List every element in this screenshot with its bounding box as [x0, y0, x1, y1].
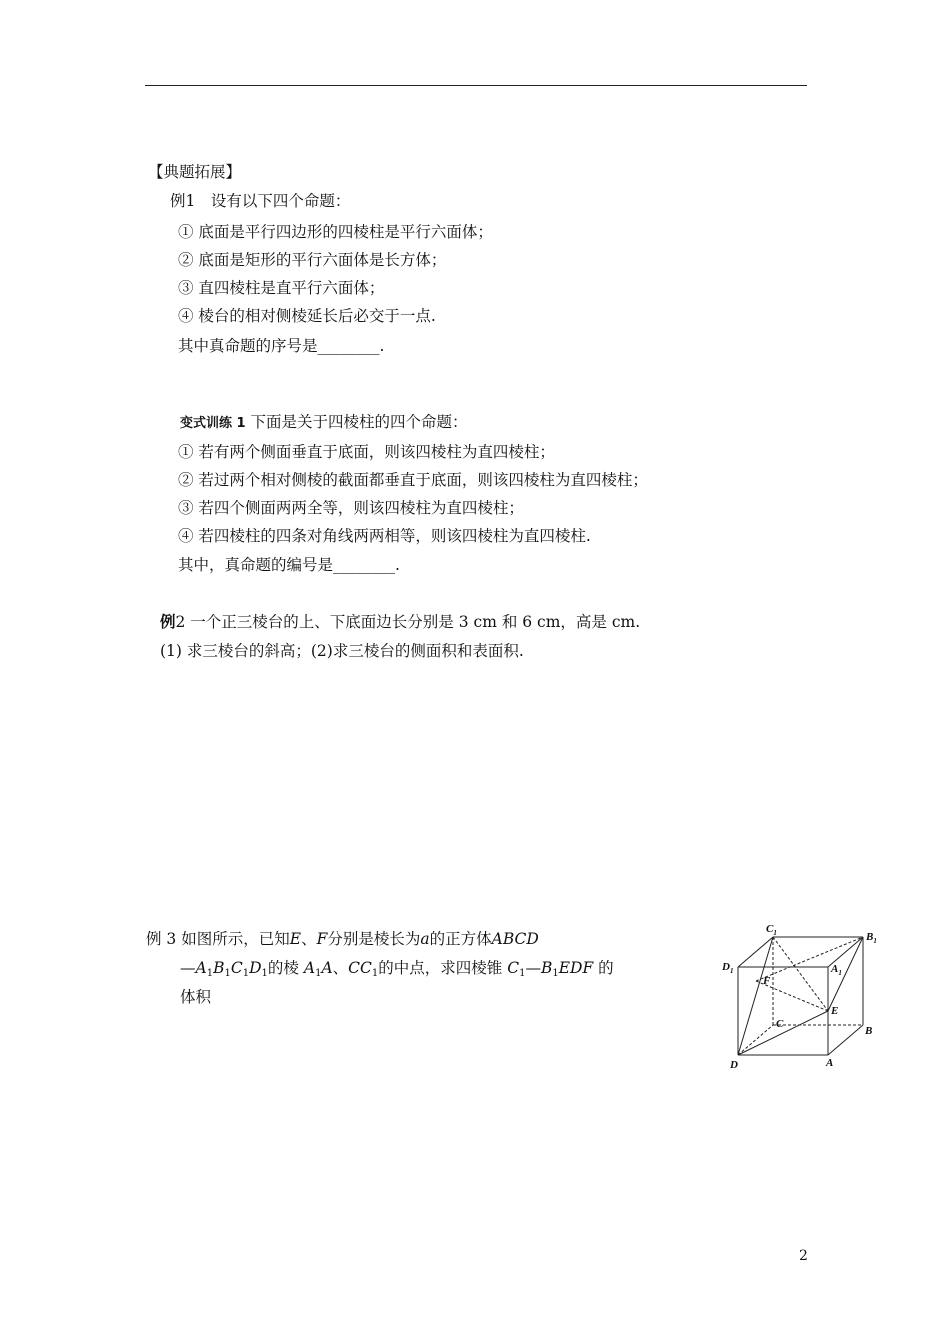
label-a: A [826, 1057, 834, 1069]
example1-question: 其中真命题的序号是________. [178, 337, 385, 355]
label-a1: $A_1$ [831, 963, 842, 977]
variant1-question: 其中，真命题的编号是________. [178, 556, 400, 574]
hidden-segment-c1-e [773, 937, 828, 1011]
label-c: C [776, 1018, 784, 1030]
header-rule [145, 85, 807, 86]
label-c1: $C_1$ [766, 923, 777, 937]
variant1-item-3: ③ 若四个侧面两两全等，则该四棱柱为直四棱柱； [178, 499, 524, 517]
example3-label: 例 3 [146, 930, 177, 948]
variant1-item-4: ④ 若四棱柱的四条对角线两两相等，则该四棱柱为直四棱柱. [178, 527, 591, 545]
label-f: F [763, 975, 771, 987]
example3-line3: 体积 [180, 988, 212, 1006]
edge-d1-c1 [738, 937, 773, 967]
label-e: E [831, 1005, 839, 1017]
example1-item-2: ② 底面是矩形的平行六面体是长方体； [178, 251, 447, 269]
label-b1: $B_1$ [866, 931, 877, 945]
section-heading: 【典题拓展】 [148, 163, 242, 181]
example3-line2: $—A_1B_1C_1D_1$的棱 $A_1A$、$CC_1$的中点，求四棱锥 $C_1—B_1EDF$ 的 [180, 959, 614, 979]
example1-item-3: ③ 直四棱柱是直平行六面体； [178, 279, 385, 297]
hidden-segment-f-b1 [756, 937, 863, 981]
cube-figure [715, 915, 885, 1075]
variant1-item-2: ② 若过两个相对侧棱的截面都垂直于底面，则该四棱柱为直四棱柱； [178, 471, 648, 489]
variant1-intro-text: 下面是关于四棱柱的四个命题： [250, 413, 468, 431]
variant1-label: 变式训练 1 [180, 416, 246, 431]
label-d1: $D_1$ [722, 961, 734, 975]
example2-text: 2 一个正三棱台的上、下底面边长分别是 3 cm 和 6 cm，高是 cm. [175, 613, 641, 631]
example3-line1: 例 3 如图所示，已知E、F分别是棱长为a的正方体ABCD [146, 930, 539, 948]
page-number: 2 [799, 1248, 808, 1264]
example2-line1 [160, 612, 640, 632]
label-b: B [865, 1025, 873, 1037]
example1-intro [170, 191, 350, 211]
label-d: D [730, 1059, 738, 1071]
example1-item-1: ① 底面是平行四边形的四棱柱是平行六面体； [178, 223, 493, 241]
edge-a-b [828, 1025, 863, 1055]
example1-item-4: ④ 棱台的相对侧棱延长后必交于一点. [178, 307, 436, 325]
variant1-intro [180, 412, 468, 434]
example1-intro-text: 1 设有以下四个命题： [185, 192, 351, 210]
variant1-item-1: ① 若有两个侧面垂直于底面，则该四棱柱为直四棱柱； [178, 443, 555, 461]
segment-d-c1 [738, 937, 773, 1055]
example2-label: 例 [160, 613, 176, 631]
example2-line2: (1) 求三棱台的斜高；(2)求三棱台的侧面积和表面积. [160, 642, 524, 660]
example1-label: 例 [170, 192, 186, 210]
